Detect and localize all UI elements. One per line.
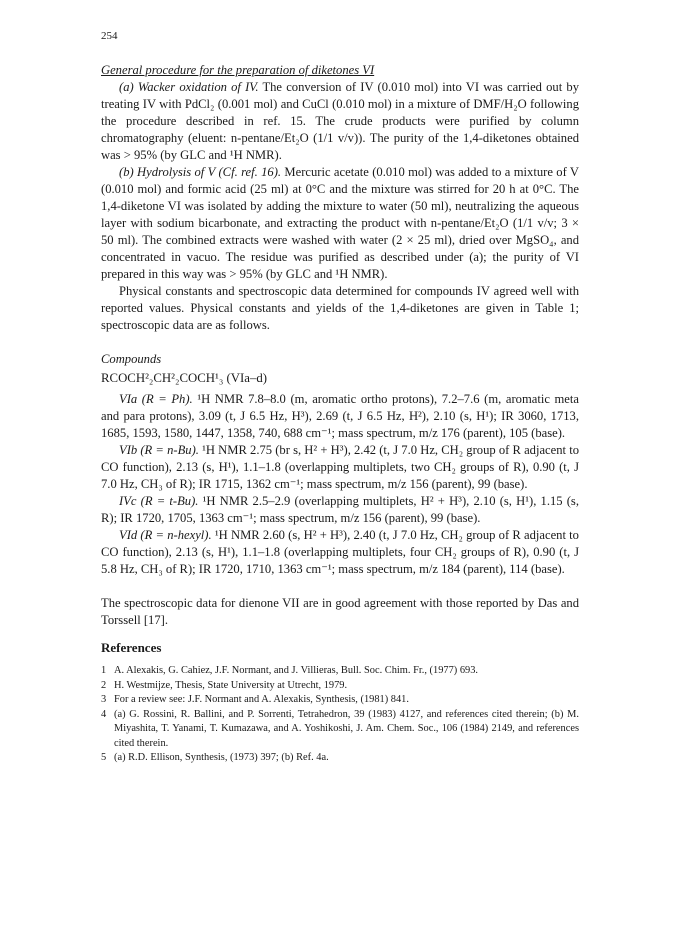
paragraph-physical-constants: Physical constants and spectroscopic data determined for compounds IV agreed well with reported values. Physical constants and yields of the 1,4-diketones are given in Table 1; spectroscopic data are as follows. xyxy=(101,284,579,332)
reference-number: 5 xyxy=(101,752,107,763)
compound-text-vid: ¹H NMR 2.60 (s, H² + H³), 2.40 (t, J 7.0 Hz, CH₂ group of R adjacent to CO function), 2.13 (s, H¹), 1.1–1.8 (overlapping multiplets, four CH₂ groups of R), 0.90 (t, J 5.8 Hz, CH₃ of R); IR 1720, 1710, 1363 cm⁻¹; mass spectrum, m/z 184 (parent), 114 (base). xyxy=(101,528,579,576)
compound-text-via: ¹H NMR 7.8–8.0 (m, aromatic ortho protons), 7.2–7.6 (m, aromatic meta and para protons), 3.09 (t, J 6.5 Hz, H³), 2.69 (t, J 6.5 Hz, H²), 2.10 (s, H¹); IR 3060, 1713, 1685, 1593, 1580, 1447, 1358, 740, 688 cm⁻¹; mass spectrum, m/z 176 (parent), 105 (base). xyxy=(101,392,579,440)
reference-text: (a) R.D. Ellison, Synthesis, (1973) 397; (b) Ref. 4a. xyxy=(114,752,329,763)
compound-label-vid: VId (R = n-hexyl). xyxy=(119,528,212,542)
subheading-hydrolysis: (b) Hydrolysis of V (Cf. ref. 16). xyxy=(119,165,282,179)
paragraph-hydrolysis xyxy=(101,164,579,283)
text-hydrolysis: Mercuric acetate (0.010 mol) was added to a mixture of V (0.010 mol) and formic acid (25 ml) at 0°C and the mixture was stirred for 20 h at 0°C. The 1,4-diketone VI was isolated by adding the mixture to water (50 ml), neutralizing the aqueous layer with sodium bicarbonate, and extracting the product with n-pentane/Et₂O (1/1 v/v; 3 × 50 ml). The combined extracts were washed with water (2 × 25 ml), dried over MgSO₄, and concentrated in vacuo. The residue was purified as described under (a); the purity of VI prepared in this way was > 95% (by GLC and ¹H NMR). xyxy=(101,165,579,281)
reference-number: 4 xyxy=(101,708,107,720)
reference-text: (a) G. Rossini, R. Ballini, and P. Sorrenti, Tetrahedron, 39 (1983) 4127, and references cited therein; (b) M. Miyashita, T. Yanami, T. Kumazawa, and A. Yoshikoshi, J. Am. Chem. Soc., 106 (1984) 2149, and references cited therein. xyxy=(114,708,579,749)
reference-item xyxy=(101,664,579,679)
reference-item xyxy=(101,708,579,752)
section-heading-general: General procedure for the preparation of diketones VI xyxy=(101,63,375,77)
subheading-wacker: (a) Wacker oxidation of IV. xyxy=(119,80,259,94)
paragraph-wacker xyxy=(101,79,579,164)
article-body xyxy=(101,62,579,766)
reference-number: 1 xyxy=(101,665,107,676)
compound-label-via: VIa (R = Ph). xyxy=(119,392,193,406)
compound-label-ivc: IVc (R = t-Bu). xyxy=(119,494,199,508)
compound-entry-ivc xyxy=(101,493,579,527)
reference-text: H. Westmijze, Thesis, State University at Utrecht, 1979. xyxy=(114,679,348,691)
references-heading: References xyxy=(101,640,162,655)
compound-entry-vid xyxy=(101,527,579,578)
reference-text: For a review see: J.F. Normant and A. Alexakis, Synthesis, (1981) 841. xyxy=(114,694,409,705)
text-wacker: The conversion of IV (0.010 mol) into VI was carried out by treating IV with PdCl₂ (0.001 mol) and CuCl (0.010 mol) in a mixture of DMF/H₂O following the procedure described in ref. 15. The crude products were purified by column chromatography (eluent: n-pentane/Et₂O (1/1 v/v)). The purity of the 1,4-diketones obtained was > 95% (by GLC and ¹H NMR). xyxy=(101,80,579,162)
compounds-formula: RCOCH²₂CH²₂COCH¹₃ (VIa–d) xyxy=(101,371,268,385)
compound-text-ivc: ¹H NMR 2.5–2.9 (overlapping multiplets, H² + H³), 2.10 (s, H¹), 1.15 (s, R); IR 1720, 1705, 1363 cm⁻¹; mass spectrum, m/z 156 (parent), 99 (base). xyxy=(101,494,579,525)
reference-number: 2 xyxy=(101,679,107,691)
compound-entry-vib xyxy=(101,442,579,493)
reference-text: A. Alexakis, G. Cahiez, J.F. Normant, and J. Villieras, Bull. Soc. Chim. Fr., (1977) 693. xyxy=(114,665,479,676)
reference-item xyxy=(101,693,579,708)
reference-item xyxy=(101,679,579,694)
paragraph-dienone: The spectroscopic data for dienone VII are in good agreement with those reported by Das and Torssell [17]. xyxy=(101,596,579,627)
reference-item xyxy=(101,751,579,766)
page-number: 254 xyxy=(101,30,118,42)
compounds-heading: Compounds xyxy=(101,352,162,366)
compound-entry-via xyxy=(101,391,579,442)
reference-number: 3 xyxy=(101,694,107,705)
reference-list xyxy=(101,664,579,766)
compound-label-vib: VIb (R = n-Bu). xyxy=(119,443,199,457)
compound-text-vib: ¹H NMR 2.75 (br s, H² + H³), 2.42 (t, J 7.0 Hz, CH₂ group of R adjacent to CO function), 2.13 (s, H¹), 1.1–1.8 (overlapping multiplets, two CH₂ groups of R), 0.90 (t, J 7.0 Hz, CH₃ of R); IR 1715, 1362 cm⁻¹; mass spectrum, m/z 156 (parent), 99 (base). xyxy=(101,443,579,491)
